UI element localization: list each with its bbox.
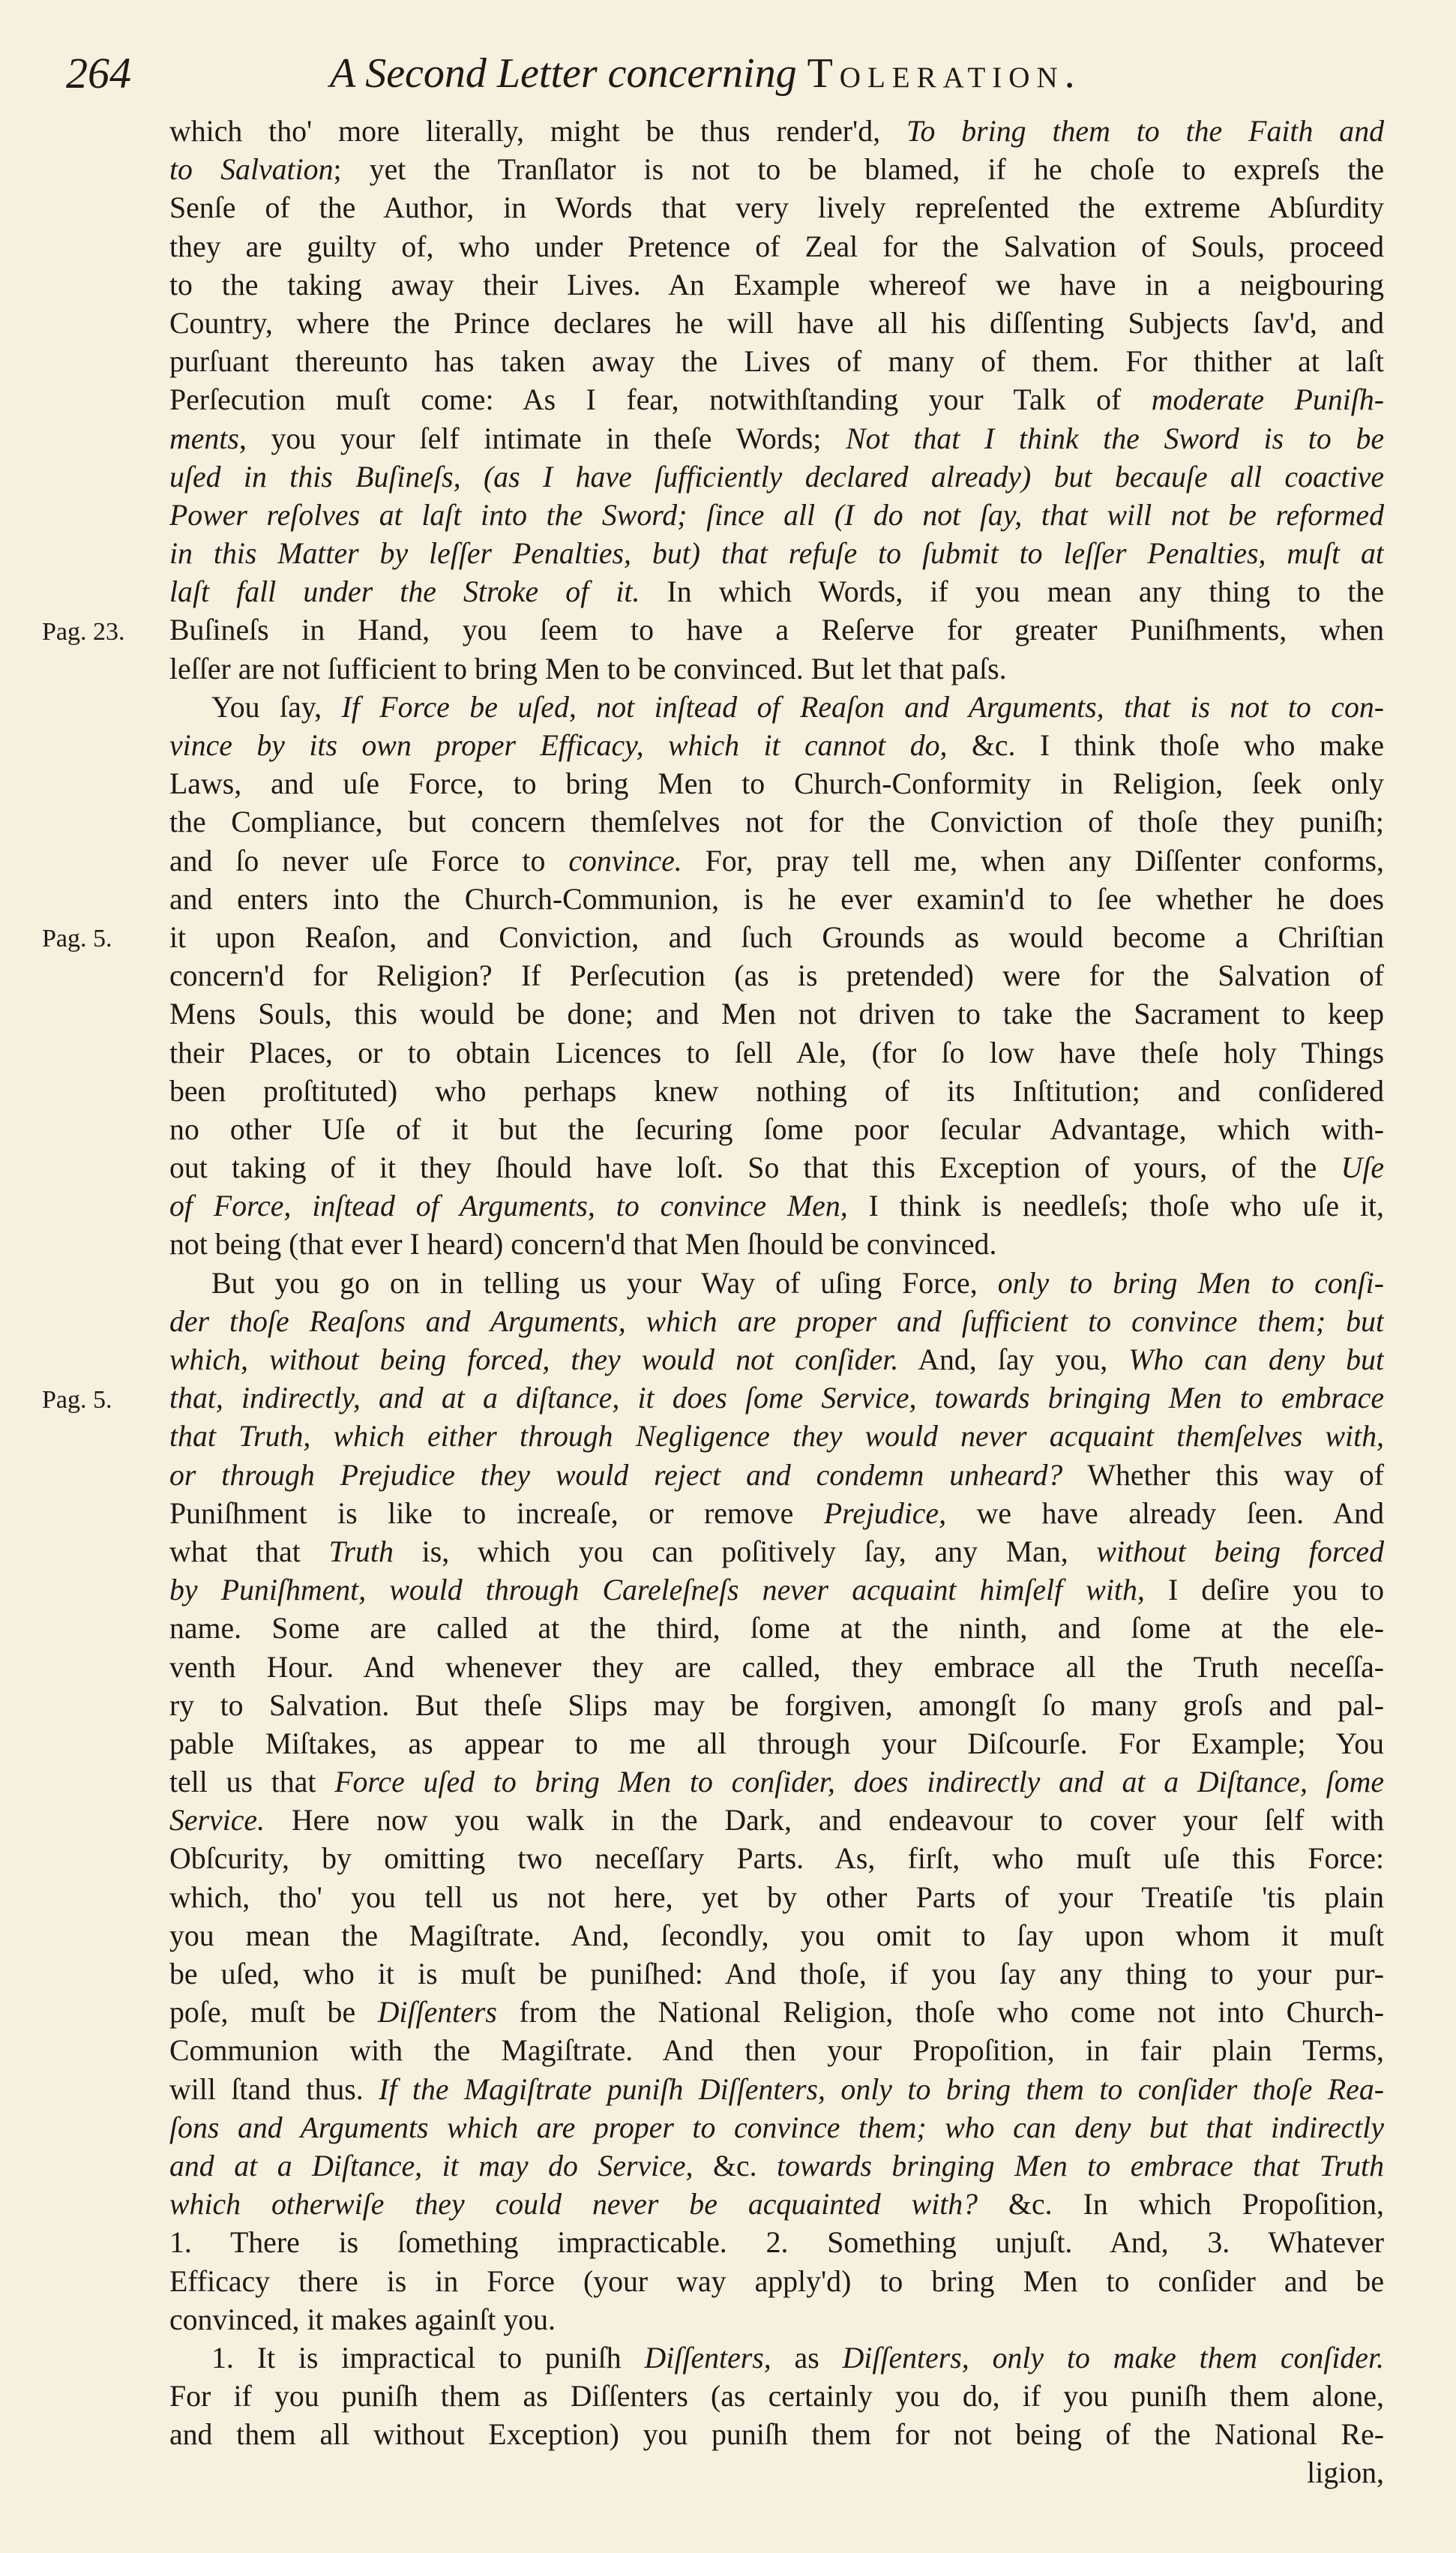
text-run: Here now you walk in the Dark, and endeavour to cover your ſelf with xyxy=(265,1804,1384,1838)
text-line xyxy=(169,1917,1384,1955)
text-line xyxy=(169,2454,1384,2492)
text-line xyxy=(169,1687,1384,1725)
page-number: 264 xyxy=(66,49,131,98)
text-run: 1. It is impractical to puniſh xyxy=(211,2341,645,2374)
text-run: which, tho' you tell us not here, yet by other Parts of your Treatiſe 'tis plain xyxy=(169,1880,1384,1914)
text-run: , you your ſelf intimate in theſe Words; xyxy=(238,422,846,455)
text-run: venth Hour. And whenever they are called, they embrace all the Truth neceſſa- xyxy=(169,1650,1384,1684)
running-title-italic: A Second Letter concerning xyxy=(330,50,797,97)
text-run: towards bringing Men to embrace that Truth xyxy=(777,2149,1384,2182)
text-run: Diſſenters, xyxy=(842,2341,969,2374)
text-run: and at a Diſtance, it may do Service, xyxy=(169,2149,694,2182)
text-line xyxy=(169,842,1384,880)
text-run: Diſſenters, xyxy=(644,2341,771,2374)
text-run: Who can deny but xyxy=(1128,1343,1384,1376)
text-run: name. Some are called at the third, ſome at the ninth, and ſome at the ele- xyxy=(169,1612,1384,1646)
text-line xyxy=(169,1879,1384,1917)
text-run: that, indirectly, and at a diſtance, it does ſome Service, towards bringing Men to embrace xyxy=(169,1382,1384,1415)
margin-note: Pag. 23. xyxy=(42,617,125,646)
text-run: ; yet the Tranſlator is not to be blamed, if he choſe to expreſs the xyxy=(333,153,1384,187)
text-line xyxy=(169,1495,1384,1533)
margin-note: Pag. 5. xyxy=(42,925,112,953)
text-run: which tho' more literally, might be thus render'd, xyxy=(169,115,906,148)
text-line xyxy=(169,1763,1384,1802)
text-run: or through Prejudice they would reject and condemn unheard? xyxy=(169,1458,1063,1492)
text-run: Senſe of the Author, in Words that very lively repreſented the extreme Abſurdity xyxy=(169,191,1384,225)
text-run: been proſtituted) who perhaps knew nothing of its Inſtitution; and conſidered xyxy=(169,1074,1384,1108)
text-run: the Compliance, but concern themſelves not for the Conviction of thoſe they puniſh; xyxy=(169,806,1384,839)
text-line xyxy=(169,1571,1384,1610)
text-run: convinced, it makes againſt you. xyxy=(169,2302,556,2336)
text-run: only to bring Men to conſi- xyxy=(997,1266,1384,1300)
text-run: without being forced xyxy=(1096,1534,1384,1568)
text-run: you mean the Magiſtrate. And, ſecondly, you omit to ſay upon whom it muſt xyxy=(169,1918,1384,1952)
text-run: and them all without Exception) you puniſh them for not being of the National Re- xyxy=(169,2418,1384,2452)
text-line xyxy=(169,1341,1384,1379)
text-run: For if you puniſh them as Diſſenters (as certainly you do, if you puniſh them alone, xyxy=(169,2380,1384,2414)
text-run: what that xyxy=(169,1534,329,1568)
text-run: we have already ſeen. And xyxy=(946,1496,1384,1530)
text-line xyxy=(169,112,1384,151)
text-line xyxy=(169,535,1384,573)
text-run: Whether this way of xyxy=(1062,1458,1384,1492)
text-line xyxy=(169,2186,1384,2224)
text-run: as xyxy=(771,2341,843,2374)
text-line xyxy=(169,2071,1384,2109)
text-run: to the taking away their Lives. An Example whereof we have in a neigbouring xyxy=(169,268,1384,302)
text-line xyxy=(169,458,1384,496)
text-run: will ſtand thus. xyxy=(169,2072,379,2106)
text-run: their Places, or to obtain Licences to ſell Ale, (for ſo low have theſe holy Things xyxy=(169,1036,1384,1070)
text-run: Country, where the Prince declares he will have all his diſſenting Subjects ſav'd, and xyxy=(169,306,1384,340)
text-line xyxy=(169,2147,1384,2186)
text-line xyxy=(169,957,1384,995)
text-run: which otherwiſe they could never be acquainted with? xyxy=(169,2188,978,2222)
text-run: ry to Salvation. But theſe Slips may be forgiven, amongſt ſo many groſs and pal- xyxy=(169,1688,1384,1722)
running-header xyxy=(66,44,1356,111)
text-run: I think is needleſs; thoſe who uſe it, xyxy=(847,1190,1384,1223)
text-line xyxy=(169,803,1384,842)
text-line xyxy=(169,1610,1384,1648)
text-run: Obſcurity, by omitting two neceſſary Parts. As, firſt, who muſt uſe this Force: xyxy=(169,1842,1384,1876)
text-run: ments xyxy=(169,422,239,455)
text-run: Not that I think the Sword is to be xyxy=(846,422,1384,455)
text-line xyxy=(169,1379,1384,1418)
text-run: der thoſe Reaſons and Arguments, which are proper and ſufficient to convince them; but xyxy=(169,1304,1384,1338)
text-line xyxy=(169,151,1384,189)
text-line xyxy=(169,573,1384,611)
text-line xyxy=(169,1187,1384,1226)
text-line xyxy=(169,1994,1384,2032)
text-run: And, ſay you, xyxy=(898,1343,1129,1376)
text-run: to Salvation xyxy=(169,153,334,187)
text-run: Efficacy there is in Force (your way apply'd) to bring Men to conſider and be xyxy=(169,2264,1384,2298)
text-run: poſe, muſt be xyxy=(169,1996,378,2030)
text-run: Mens Souls, this would be done; and Men not driven to take the Sacrament to keep xyxy=(169,998,1384,1031)
text-run: For, pray tell me, when any Diſſenter conforms, xyxy=(682,844,1384,878)
text-line xyxy=(169,727,1384,765)
text-run: is, which you can poſitively ſay, any Man, xyxy=(393,1534,1097,1568)
text-line xyxy=(169,1111,1384,1149)
text-run: it upon Reaſon, and Conviction, and ſuch Grounds as would become a Chriſtian xyxy=(169,920,1384,954)
text-run: laſt fall under the Stroke of it. xyxy=(169,575,640,609)
text-line xyxy=(169,688,1384,727)
text-line xyxy=(169,2263,1384,2301)
text-run: and ſo never uſe Force to xyxy=(169,844,569,878)
text-run: Truth xyxy=(328,1534,394,1568)
text-line xyxy=(169,650,1384,688)
text-run: If the Magiſtrate puniſh Diſſenters, only to bring them to conſider thoſe Rea- xyxy=(379,2072,1384,2106)
text-run: 1. There is ſomething impracticable. 2. Something unjuſt. And, 3. Whatever xyxy=(169,2226,1384,2260)
text-run: which, without being forced, they would not conſider. xyxy=(169,1343,899,1376)
running-title xyxy=(330,50,1082,98)
text-line xyxy=(169,496,1384,535)
text-run: &c. xyxy=(693,2149,777,2182)
text-run: Communion with the Magiſtrate. And then your Propoſition, in fair plain Terms, xyxy=(169,2034,1384,2068)
text-line xyxy=(169,304,1384,343)
text-run: Prejudice, xyxy=(823,1496,947,1530)
text-run: only to make them conſider. xyxy=(992,2341,1384,2374)
text-run: concern'd for Religion? If Perſecution (as is pretended) were for the Salvation of xyxy=(169,959,1384,993)
text-line xyxy=(169,1303,1384,1341)
text-line xyxy=(169,1456,1384,1495)
text-run: purſuant thereunto has taken away the Lives of many of them. For thither at laſt xyxy=(169,345,1384,379)
text-line xyxy=(169,420,1384,458)
text-run: Power reſolves at laſt into the Sword; ſince all (I do not ſay, that will not be reformed xyxy=(169,498,1384,532)
text-run: be uſed, who it is muſt be puniſhed: And thoſe, if you ſay any thing to your pur- xyxy=(169,1958,1384,1990)
text-run: Buſineſs in Hand, you ſeem to have a Reſerve for greater Puniſhments, when xyxy=(169,614,1384,647)
text-line xyxy=(169,381,1384,419)
text-line xyxy=(169,2416,1384,2454)
text-run: no other Uſe of it but the ſecuring ſome poor ſecular Advantage, which with- xyxy=(169,1112,1384,1146)
text-run: from the National Religion, thoſe who come not into Church- xyxy=(496,1996,1384,2030)
text-line xyxy=(169,2301,1384,2339)
text-run: To bring them to the Faith and xyxy=(906,115,1384,148)
text-line xyxy=(169,1955,1384,1994)
text-run: &c. I think thoſe who make xyxy=(947,729,1384,762)
text-run: not being (that ever I heard) concern'd that Men ſhould be convinced. xyxy=(169,1228,997,1262)
text-line xyxy=(169,2032,1384,2070)
text-line xyxy=(169,2224,1384,2262)
text-line xyxy=(169,1725,1384,1763)
text-run: You ſay, xyxy=(211,690,342,724)
body-text xyxy=(169,112,1384,2493)
text-line xyxy=(169,2339,1384,2378)
text-run: convince. xyxy=(568,844,682,878)
margin-note: Pag. 5. xyxy=(42,1385,112,1414)
text-run: in this Matter by leſſer Penalties, but) that refuſe to ſubmit to leſſer Penalties, muſt at xyxy=(169,537,1384,571)
text-run: Uſe xyxy=(1341,1151,1384,1185)
text-run: Perſecution muſt come: As I fear, notwithſtanding your Talk of xyxy=(169,383,1152,417)
text-run: Laws, and uſe Force, to bring Men to Church-Conformity in Religion, ſeek only xyxy=(169,767,1384,801)
text-run: Puniſhment is like to increaſe, or remove xyxy=(169,1496,824,1530)
text-run: by Puniſhment, would through Careleſneſs never acquaint himſelf with, xyxy=(169,1574,1145,1607)
text-run: ſons and Arguments which are proper to convince them; who can deny but that indirectly xyxy=(169,2110,1384,2144)
text-line xyxy=(169,1226,1384,1264)
text-line xyxy=(169,228,1384,266)
text-line xyxy=(169,266,1384,304)
text-line xyxy=(169,189,1384,227)
text-run: and enters into the Church-Communion, is he ever examin'd to ſee whether he does xyxy=(169,882,1384,916)
text-run: tell us that xyxy=(169,1766,335,1799)
text-run xyxy=(969,2342,993,2374)
text-line xyxy=(169,1840,1384,1878)
text-line xyxy=(169,1072,1384,1111)
text-run: ligion, xyxy=(1307,2456,1384,2490)
text-run: that Truth, which either through Negligence they would never acquaint themſelves with, xyxy=(169,1420,1384,1454)
text-run: If Force be uſed, not inſtead of Reaſon and Arguments, that is not to con- xyxy=(341,690,1384,724)
text-run: Service. xyxy=(169,1804,265,1838)
text-line xyxy=(169,1418,1384,1456)
text-run: &c. In which Propoſition, xyxy=(978,2188,1384,2222)
text-line xyxy=(169,995,1384,1034)
text-run: Force uſed to bring Men to conſider, does indirectly and at a Diſtance, ſome xyxy=(334,1766,1384,1799)
text-line xyxy=(169,2109,1384,2147)
text-run: they are guilty of, who under Pretence of Zeal for the Salvation of Souls, proceed xyxy=(169,230,1384,263)
text-run: pable Miſtakes, as appear to me all through your Diſcourſe. For Example; You xyxy=(169,1726,1384,1760)
text-run: leſſer are not ſufficient to bring Men to be convinced. But let that paſs. xyxy=(169,652,1007,686)
text-run: out taking of it they ſhould have loſt. So that this Exception of yours, of the xyxy=(169,1151,1341,1185)
text-line xyxy=(169,1034,1384,1072)
text-run: of Force, inſtead of Arguments, to convince Men, xyxy=(169,1190,848,1223)
text-line xyxy=(169,1264,1384,1303)
text-run: I deſire you to xyxy=(1144,1574,1384,1607)
text-line xyxy=(169,919,1384,957)
text-line xyxy=(169,2378,1384,2416)
text-run: uſed in this Buſineſs, (as I have ſufficiently declared already) but becauſe all coactive xyxy=(169,460,1384,494)
text-line xyxy=(169,1648,1384,1687)
text-run: vince by its own proper Efficacy, which it cannot do, xyxy=(169,729,948,762)
text-line xyxy=(169,1533,1384,1571)
text-line xyxy=(169,1149,1384,1187)
text-line xyxy=(169,880,1384,919)
text-run: Diſſenters xyxy=(377,1996,497,2030)
text-line xyxy=(169,765,1384,803)
text-line xyxy=(169,1802,1384,1840)
running-title-caps: Toleration. xyxy=(807,50,1082,97)
text-run: But you go on in telling us your Way of uſing Force, xyxy=(211,1266,998,1300)
text-run: In which Words, if you mean any thing to the xyxy=(640,575,1384,609)
text-line xyxy=(169,611,1384,650)
text-run: moderate Puniſh- xyxy=(1151,383,1384,417)
text-line xyxy=(169,343,1384,381)
